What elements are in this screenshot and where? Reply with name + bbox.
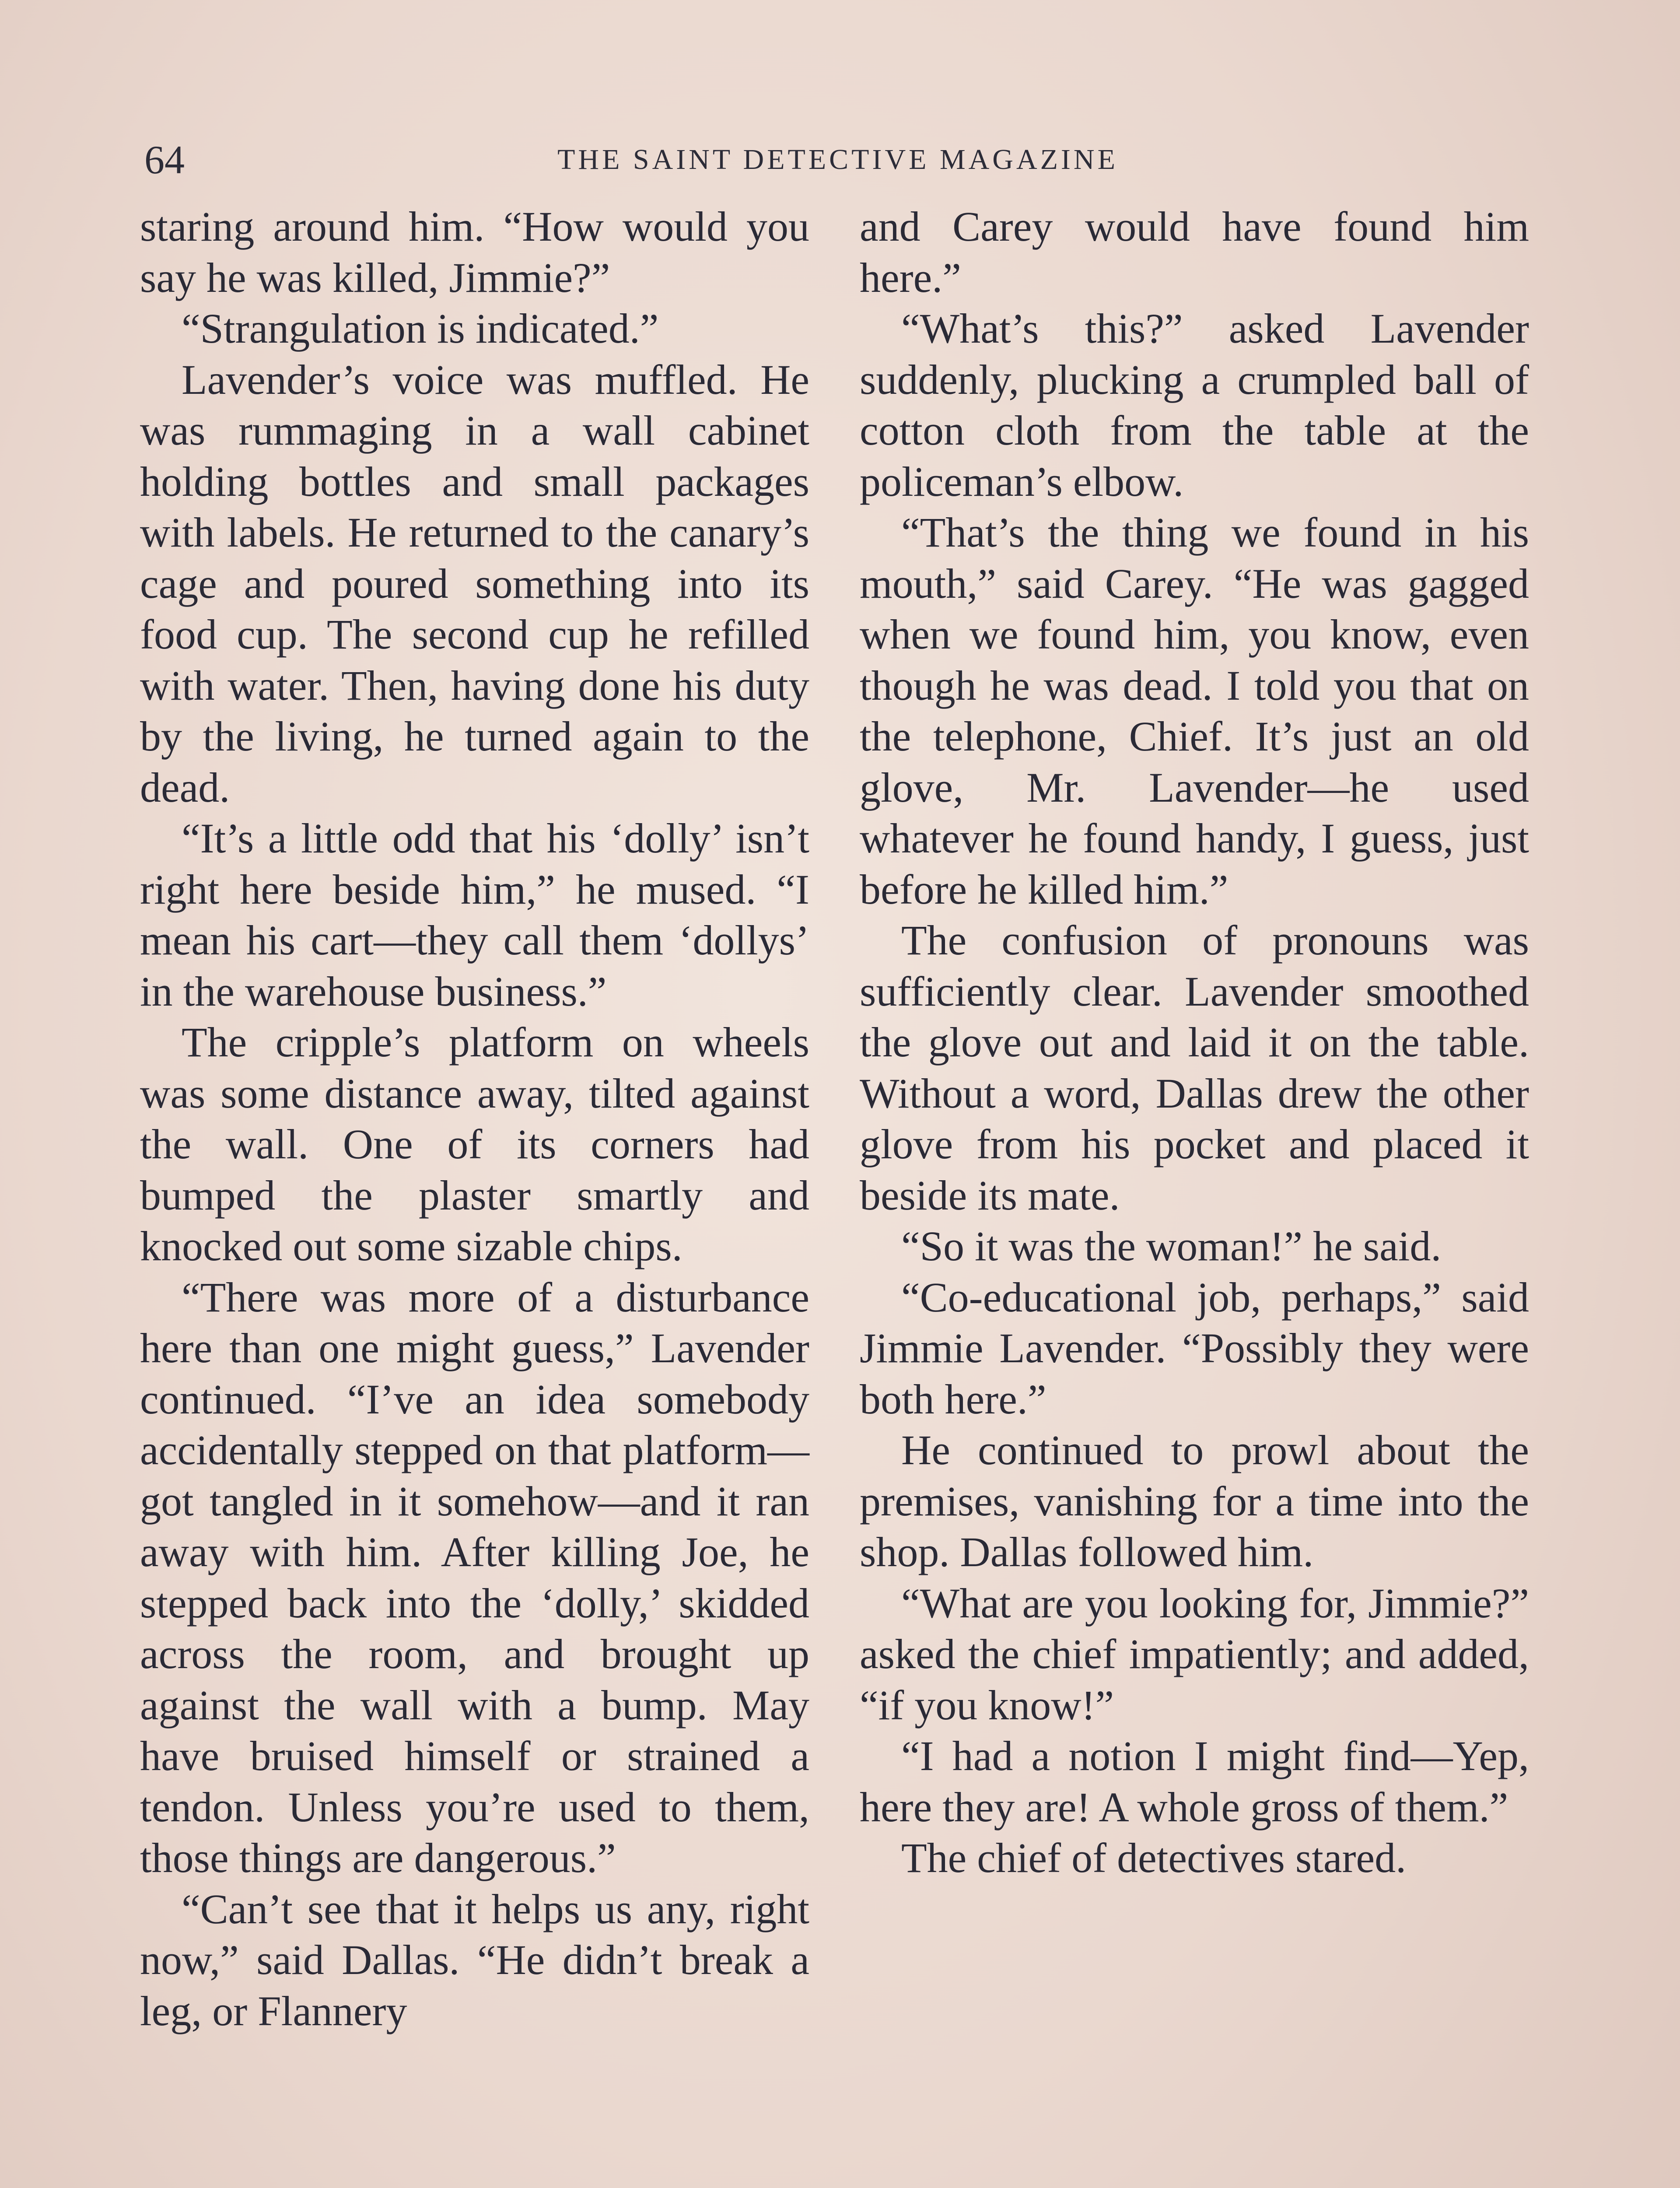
paragraph: “There was more of a disturbance here than one might guess,” Lavender continued. “I’ve an idea somebody accidentally stepped on that platform—got tangled in it somehow—and it ran away with him. After killing Joe, he stepped back into the ‘dolly,’ skidded across the room, and brought up against the wall with a bump. May have bruised himself or strained a tendon. Unless you’re used to them, those things are dangerous.”: [140, 1273, 809, 1881]
paragraph: staring around him. “How would you say he was killed, Jimmie?”: [140, 203, 809, 301]
paragraph: “So it was the woman!” he said.: [901, 1223, 1442, 1269]
paragraph: “I had a notion I might find—Yep, here they are! A whole gross of them.”: [860, 1732, 1529, 1830]
left-column: [140, 201, 809, 2037]
paragraph: “It’s a little odd that his ‘dolly’ isn’t right here beside him,” he mused. “I mean his cart—they call them ‘dollys’ in the warehouse business.”: [140, 815, 809, 1015]
paragraph: “Can’t see that it helps us any, right now,” said Dallas. “He didn’t break a leg, or Flannery: [140, 1885, 809, 2034]
paragraph: and Carey would have found him here.”: [860, 203, 1529, 301]
paragraph: The confusion of pronouns was sufficiently clear. Lavender smoothed the glove out and laid it on the table. Without a word, Dallas drew the other glove from his pocket and placed it beside its mate.: [860, 917, 1529, 1219]
running-title: THE SAINT DETECTIVE MAGAZINE: [557, 144, 1118, 175]
paragraph: He continued to prowl about the premises, vanishing for a time into the shop. Dallas followed him.: [860, 1427, 1529, 1575]
paragraph: “What are you looking for, Jimmie?” asked the chief impatiently; and added, “if you know!”: [860, 1579, 1529, 1729]
paragraph: The cripple’s platform on wheels was some distance away, tilted against the wall. One of its corners had bumped the plaster smartly and knocked out some sizable chips.: [140, 1019, 809, 1269]
paragraph: “What’s this?” asked Lavender suddenly, plucking a crumpled ball of cotton cloth from the table at the policeman’s elbow.: [860, 305, 1529, 505]
page-number: 64: [144, 137, 185, 182]
right-column: [860, 201, 1529, 1884]
paragraph: Lavender’s voice was muffled. He was rummaging in a wall cabinet holding bottles and small packages with labels. He returned to the canary’s cage and poured something into its food cup. The second cup he refilled with water. Then, having done his duty by the living, he turned again to the dead.: [140, 356, 809, 811]
paragraph: “That’s the thing we found in his mouth,” said Carey. “He was gagged when we found him, you know, even though he was dead. I told you that on the telephone, Chief. It’s just an old glove, Mr. Lavender—he used whatever he found handy, I guess, just before he killed him.”: [860, 509, 1529, 913]
paragraph: The chief of detectives stared.: [901, 1834, 1407, 1881]
paragraph: “Co-educational job, perhaps,” said Jimmie Lavender. “Possibly they were both here.”: [860, 1273, 1529, 1423]
page-header: [144, 131, 1531, 188]
paragraph: “Strangulation is indicated.”: [182, 305, 659, 352]
